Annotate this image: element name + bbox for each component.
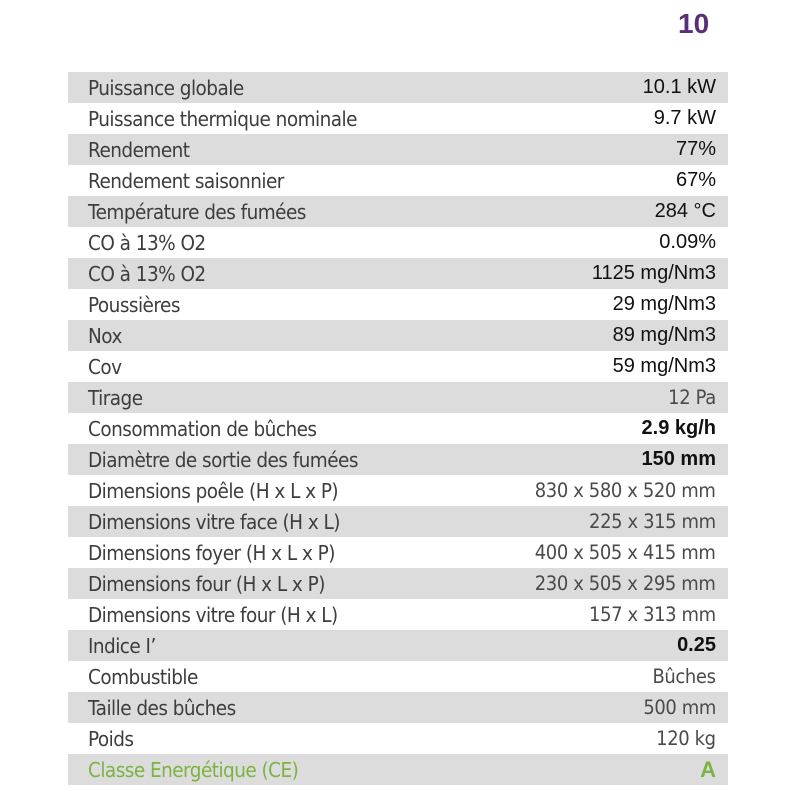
spec-row	[68, 568, 728, 599]
spec-label: Poids	[88, 726, 134, 751]
spec-row	[68, 320, 728, 351]
spec-row	[68, 227, 728, 258]
spec-value: 120 kg	[656, 727, 716, 750]
spec-table	[68, 72, 728, 785]
spec-value: 400 x 505 x 415 mm	[535, 541, 716, 564]
spec-row	[68, 630, 728, 661]
spec-label: Classe Energétique (CE)	[88, 757, 299, 782]
spec-label: Dimensions poêle (H x L x P)	[88, 478, 339, 503]
energy-class-value: A	[700, 756, 716, 782]
spec-row	[68, 661, 728, 692]
spec-value: 12 Pa	[668, 386, 716, 409]
spec-label: Combustible	[88, 664, 198, 689]
spec-value: 0.25	[677, 634, 716, 656]
spec-value: 10.1 kW	[642, 76, 716, 98]
spec-label: Rendement saisonnier	[88, 168, 284, 193]
spec-value: 0.09%	[659, 231, 716, 253]
spec-row	[68, 289, 728, 320]
spec-label: Cov	[88, 354, 122, 379]
spec-value: 830 x 580 x 520 mm	[535, 479, 716, 502]
spec-row	[68, 754, 728, 785]
spec-row	[68, 537, 728, 568]
spec-row	[68, 599, 728, 630]
spec-label: Dimensions vitre four (H x L)	[88, 602, 338, 627]
spec-row	[68, 444, 728, 475]
spec-label: Poussières	[88, 292, 180, 317]
spec-label: Dimensions foyer (H x L x P)	[88, 540, 335, 565]
spec-label: Puissance thermique nominale	[88, 106, 357, 131]
spec-label: Dimensions vitre face (H x L)	[88, 509, 340, 534]
spec-label: Indice I’	[88, 633, 156, 658]
spec-row	[68, 382, 728, 413]
spec-value: 500 mm	[643, 696, 716, 719]
spec-value: 1125 mg/Nm3	[591, 262, 716, 284]
spec-row	[68, 723, 728, 754]
spec-row	[68, 506, 728, 537]
spec-value: 150 mm	[641, 448, 716, 470]
spec-row	[68, 165, 728, 196]
spec-label: CO à 13% O2	[88, 261, 206, 286]
spec-label: Dimensions four (H x L x P)	[88, 571, 325, 596]
spec-value: 284 °C	[654, 200, 716, 222]
spec-row	[68, 196, 728, 227]
spec-row	[68, 72, 728, 103]
spec-value: 9.7 kW	[653, 107, 716, 129]
spec-label: Tirage	[88, 385, 143, 410]
spec-value: 29 mg/Nm3	[612, 293, 716, 315]
spec-value: 225 x 315 mm	[589, 510, 716, 533]
spec-row	[68, 103, 728, 134]
spec-label: Rendement	[88, 137, 190, 162]
spec-row	[68, 351, 728, 382]
spec-value: Bûches	[652, 665, 716, 688]
spec-value: 89 mg/Nm3	[612, 324, 716, 346]
spec-label: Consommation de bûches	[88, 416, 317, 441]
spec-label: CO à 13% O2	[88, 230, 206, 255]
spec-row	[68, 413, 728, 444]
spec-label: Taille des bûches	[88, 695, 236, 720]
spec-value: 230 x 505 x 295 mm	[535, 572, 716, 595]
spec-value: 77%	[675, 138, 716, 160]
spec-label: Température des fumées	[88, 199, 306, 224]
spec-row	[68, 475, 728, 506]
spec-row	[68, 258, 728, 289]
spec-label: Puissance globale	[88, 75, 244, 100]
spec-value: 157 x 313 mm	[589, 603, 716, 626]
spec-value: 59 mg/Nm3	[612, 355, 716, 377]
spec-value: 67%	[675, 169, 716, 191]
model-number: 10	[678, 8, 710, 39]
spec-label: Diamètre de sortie des fumées	[88, 447, 358, 472]
spec-row	[68, 692, 728, 723]
spec-row	[68, 134, 728, 165]
spec-value: 2.9 kg/h	[641, 417, 716, 439]
spec-label: Nox	[88, 323, 122, 348]
